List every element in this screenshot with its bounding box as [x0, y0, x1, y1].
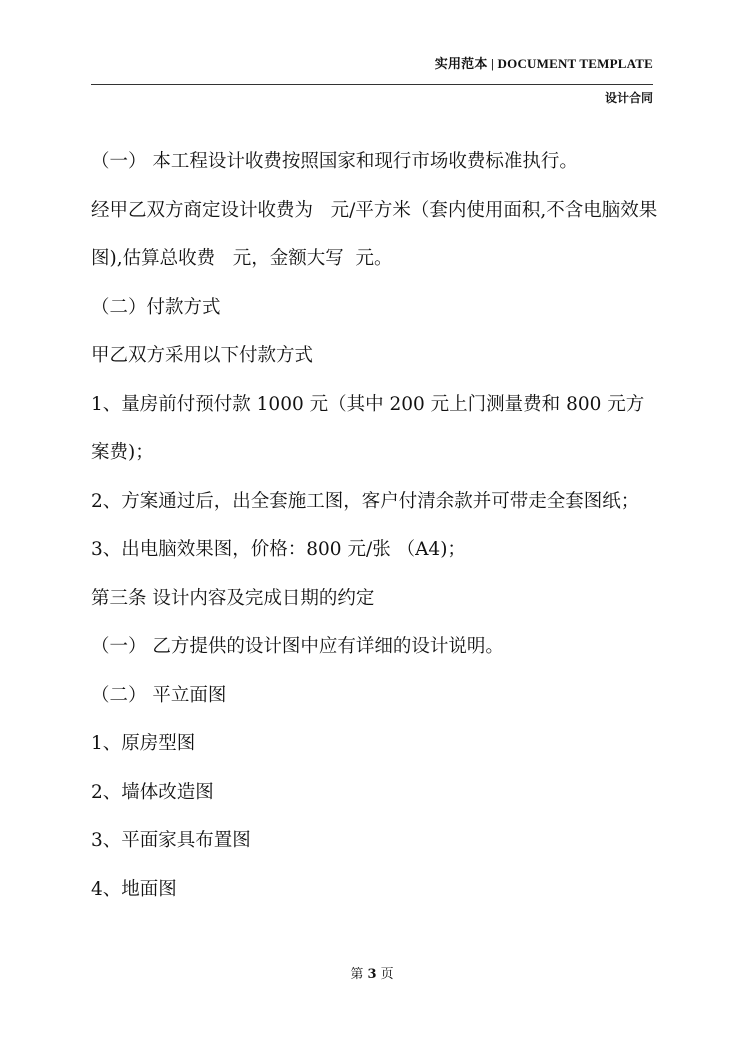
paragraph: 2、墙体改造图: [91, 781, 214, 803]
header-divider: [91, 84, 653, 85]
paragraph: 3、平面家具布置图: [91, 830, 251, 851]
paragraph: 经甲乙双方商定设计收费为 元/平方米（套内使用面积,不含电脑效果图),估算总收费 元，金额大写 元。: [91, 199, 658, 269]
paragraph: （一） 本工程设计收费按照国家和现行市场收费标准执行。: [91, 151, 578, 172]
page-suffix: 页: [380, 967, 394, 982]
paragraph: 4、地面图: [91, 878, 177, 900]
paragraph: 1、原房型图: [91, 733, 196, 754]
header-title: 实用范本 | DOCUMENT TEMPLATE: [434, 56, 653, 71]
paragraph: （二）付款方式: [91, 296, 221, 318]
paragraph: （一） 乙方提供的设计图中应有详细的设计说明。: [91, 636, 504, 657]
paragraph: 甲乙双方采用以下付款方式: [91, 345, 314, 366]
paragraph: 2、方案通过后，出全套施工图，客户付清余款并可带走全套图纸；: [91, 490, 640, 512]
document-body: [91, 138, 660, 914]
paragraph: 第三条 设计内容及完成日期的约定: [91, 587, 375, 609]
paragraph: 3、出电脑效果图，价格：800 元/张 （A4)；: [91, 539, 466, 560]
page-number: 3: [367, 967, 377, 982]
page-footer: [0, 963, 744, 982]
header-subtitle: 设计合同: [604, 91, 653, 105]
paragraph: （二） 平立面图: [91, 684, 227, 706]
page-prefix: 第: [350, 967, 364, 982]
paragraph: 1、量房前付预付款 1000 元（其中 200 元上门测量费和 800 元方案费)；: [91, 393, 645, 463]
